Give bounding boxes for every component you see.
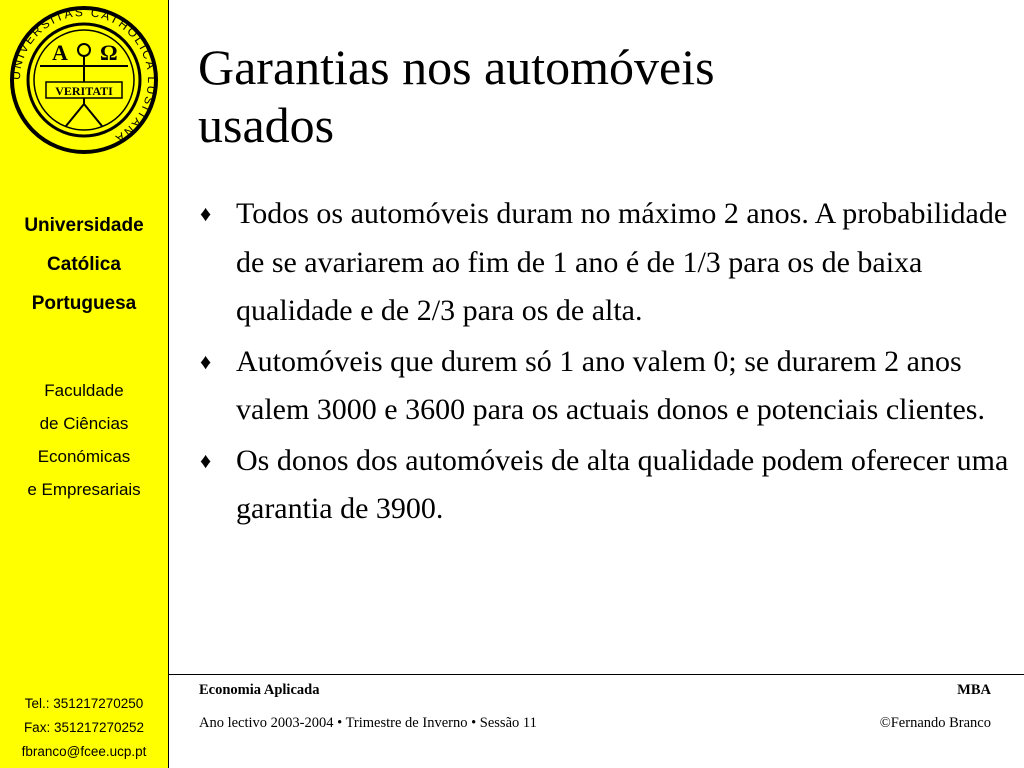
bullet-list (200, 190, 1010, 536)
university-line: Portuguesa (31, 293, 137, 314)
slide-title-line: usados (198, 97, 335, 153)
slide-title-line: Garantias nos automóveis (198, 39, 715, 95)
contact-phone: Tel.: 351217270250 (24, 696, 144, 711)
bullet-item (200, 437, 1010, 534)
bullet-item (200, 338, 1010, 435)
diamond-bullet-icon: ♦ (200, 447, 212, 473)
bullet-text: Os donos dos automóveis de alta qualidade podem oferecer uma garantia de 3900. (236, 443, 1009, 525)
sidebar (0, 0, 169, 768)
faculty-line: de Ciências (39, 414, 129, 433)
footer-divider (168, 674, 1024, 675)
diamond-bullet-icon: ♦ (200, 201, 212, 226)
contact-email[interactable]: fbranco@fcee.ucp.pt (21, 744, 147, 759)
slide-title (198, 38, 998, 154)
contact-fax: Fax: 351217270252 (23, 720, 145, 735)
faculty-name (0, 374, 168, 506)
university-line: Universidade (24, 215, 144, 236)
diamond-bullet-icon: ♦ (200, 348, 212, 374)
footer-course: Economia Aplicada (199, 682, 320, 698)
university-name (0, 206, 168, 323)
contact-info (0, 692, 168, 764)
logo-motto: VERITATI (55, 84, 113, 98)
bullet-text: Automóveis que durem só 1 ano valem 0; se durarem 2 anos valem 3000 e 3600 para os actuais donos e potenciais clientes. (236, 344, 985, 426)
university-line: Católica (47, 254, 121, 275)
logo-ring-text: UNIVERSITAS CATHOLICA LUSITANA (8, 4, 160, 147)
university-seal-logo (4, 0, 164, 160)
faculty-line: e Empresariais (27, 480, 141, 499)
faculty-line: Faculdade (44, 381, 124, 400)
footer-program: MBA (957, 682, 991, 698)
footer-copyright: ©Fernando Branco (879, 715, 991, 731)
bullet-text: Todos os automóveis duram no máximo 2 anos. A probabilidade de se avariarem ao fim de 1 ano é de 1/3 para os de baixa qualidade e de 2/3 para os de alta. (236, 197, 1008, 327)
footer-session: Ano lectivo 2003-2004 • Trimestre de Inverno • Sessão 11 (199, 715, 537, 731)
svg-text:Ω: Ω (100, 40, 118, 65)
faculty-line: Económicas (37, 447, 131, 466)
bullet-item (200, 190, 1010, 336)
svg-text:A: A (52, 40, 68, 65)
